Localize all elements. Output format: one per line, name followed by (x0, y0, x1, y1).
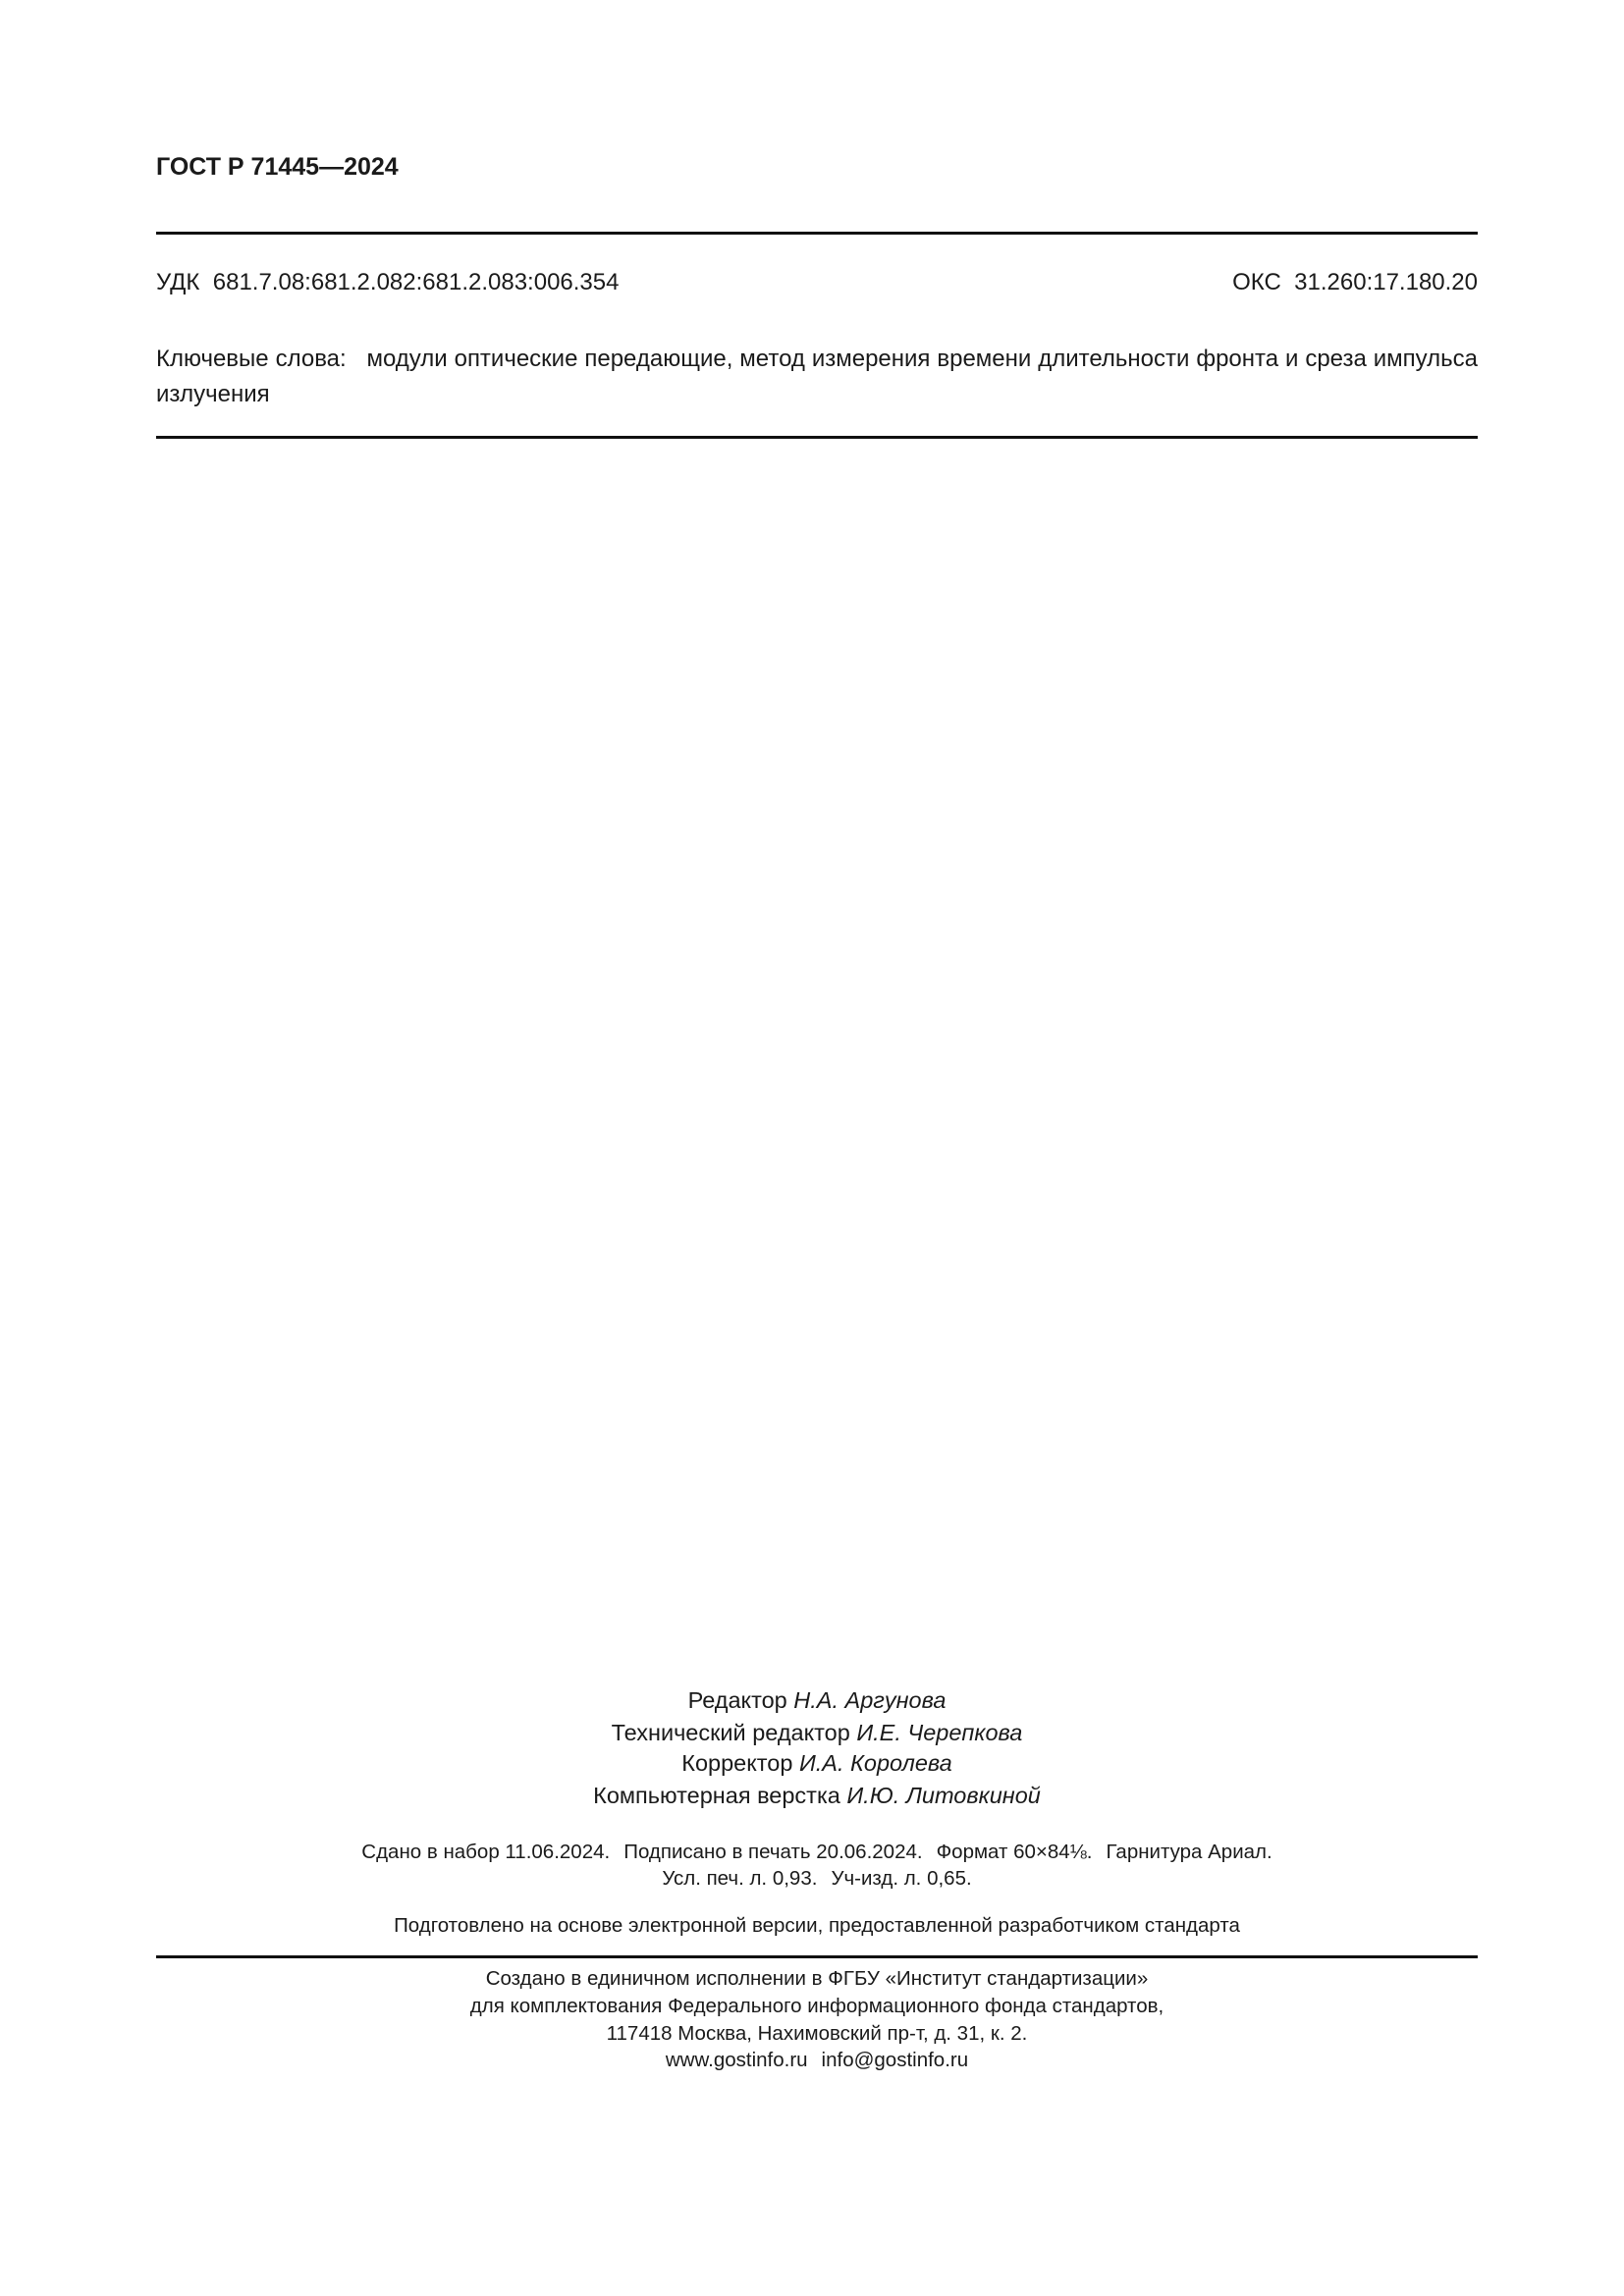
divider-top (156, 232, 1478, 235)
credit-name: Н.А. Аргунова (793, 1687, 947, 1713)
document-code: ГОСТ Р 71445—2024 (156, 153, 399, 181)
keywords-text: модули оптические передающие, метод измерения времени длительности фронта и среза импульса излучения (156, 346, 1479, 407)
keywords-label: Ключевые слова: (156, 346, 347, 372)
credit-name: И.А. Королева (798, 1750, 952, 1776)
keywords (156, 342, 1478, 412)
oks-code (1232, 269, 1478, 296)
credit-proofreader (156, 1750, 1478, 1777)
credit-editor (156, 1687, 1478, 1714)
website-link[interactable]: www.gostinfo.ru (665, 2049, 808, 2071)
footer-line-1: Создано в единичном исполнении в ФГБУ «Институт стандартизации» (485, 1967, 1149, 1990)
credit-tech-editor (156, 1720, 1478, 1746)
footer-line-2: для комплектования Федерального информационного фонда стандартов, (469, 1995, 1164, 2017)
oks-value: 31.260:17.180.20 (1294, 269, 1478, 295)
credit-role: Корректор (681, 1750, 793, 1776)
credit-name: И.Е. Черепкова (856, 1720, 1023, 1745)
imprint-typeface: Гарнитура Ариал. (1106, 1841, 1272, 1863)
footer-contacts (156, 2049, 1478, 2072)
divider-footer (156, 1955, 1478, 1958)
udk-value: 681.7.08:681.2.082:681.2.083:006.354 (212, 269, 620, 295)
credit-role: Технический редактор (611, 1720, 850, 1745)
email-link[interactable]: info@gostinfo.ru (821, 2049, 969, 2071)
imprint-line-1 (156, 1841, 1478, 1864)
footer-line-3: 117418 Москва, Нахимовский пр-т, д. 31, к. 2. (606, 2022, 1028, 2045)
udk-label: УДК (156, 269, 200, 295)
imprint-format: Формат 60×84⅛. (936, 1841, 1093, 1863)
imprint-print-sheets: Усл. печ. л. 0,93. (662, 1867, 818, 1890)
imprint-pub-sheets: Уч-изд. л. 0,65. (831, 1867, 972, 1890)
imprint-submitted: Сдано в набор 11.06.2024. (361, 1841, 611, 1863)
oks-label: ОКС (1232, 269, 1281, 295)
credit-role: Компьютерная верстка (593, 1783, 840, 1808)
udk-code (156, 269, 619, 296)
credit-role: Редактор (687, 1687, 787, 1713)
divider-keywords (156, 436, 1478, 439)
credit-name: И.Ю. Литовкиной (846, 1783, 1041, 1808)
imprint-line-2 (156, 1867, 1478, 1891)
credit-layout (156, 1783, 1478, 1809)
prepared-note: Подготовлено на основе электронной версии, предоставленной разработчиком стандарта (394, 1914, 1240, 1937)
imprint-signed: Подписано в печать 20.06.2024. (623, 1841, 923, 1863)
